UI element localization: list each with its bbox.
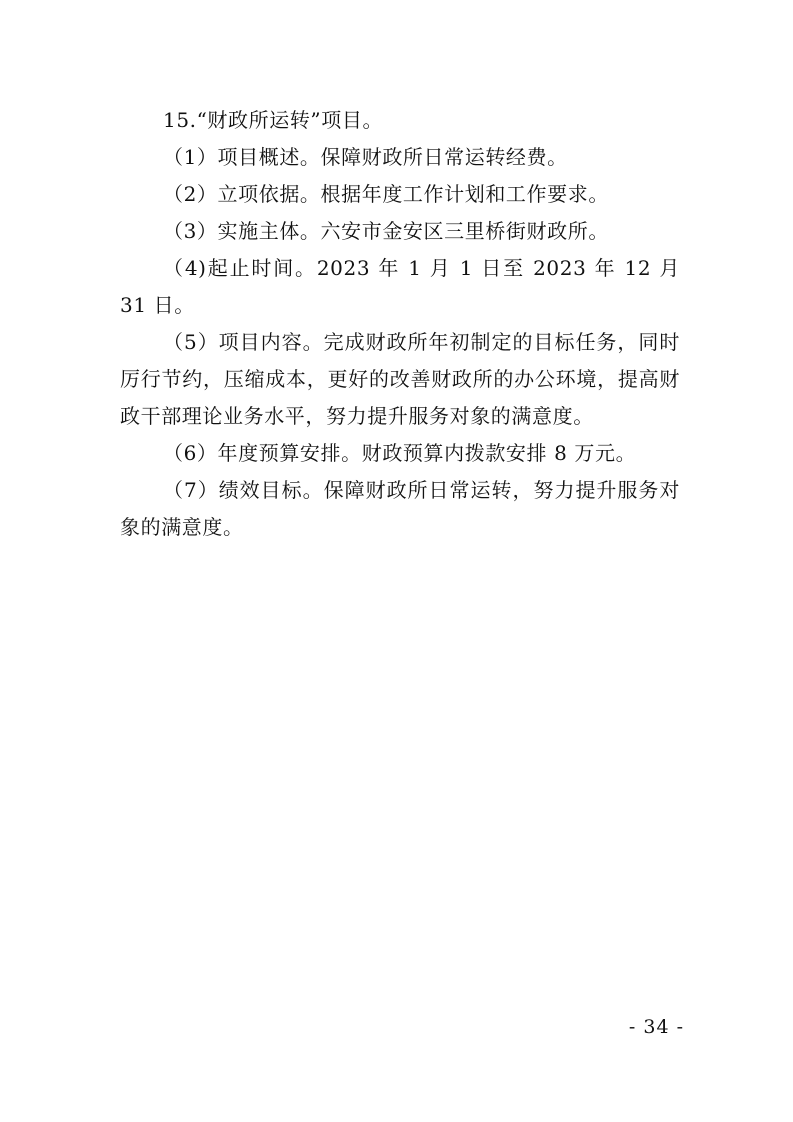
paragraph-implementing-entity: （3）实施主体。六安市金安区三里桥街财政所。 [163, 219, 609, 243]
paragraph-project-overview: （1）项目概述。保障财政所日常运转经费。 [163, 145, 568, 169]
paragraph-project-content: （5）项目内容。完成财政所年初制定的目标任务，同时厉行节约，压缩成本，更好的改善财政所的办公环境，提高财政干部理论业务水平，努力提升服务对象的满意度。 [120, 330, 680, 428]
paragraph-time-period: （4)起止时间。2023 年 1 月 1 日至 2023 年 12 月 31 日。 [120, 256, 680, 317]
paragraph-performance-target: （7）绩效目标。保障财政所日常运转，努力提升服务对象的满意度。 [120, 478, 680, 539]
paragraph-project-title: 15.“财政所运转”项目。 [163, 108, 384, 132]
paragraph-project-basis: （2）立项依据。根据年度工作计划和工作要求。 [163, 182, 609, 206]
paragraph-budget-arrangement: （6）年度预算安排。财政预算内拨款安排 8 万元。 [163, 441, 637, 465]
document-body [120, 102, 680, 546]
page-number: - 34 - [628, 1016, 684, 1038]
